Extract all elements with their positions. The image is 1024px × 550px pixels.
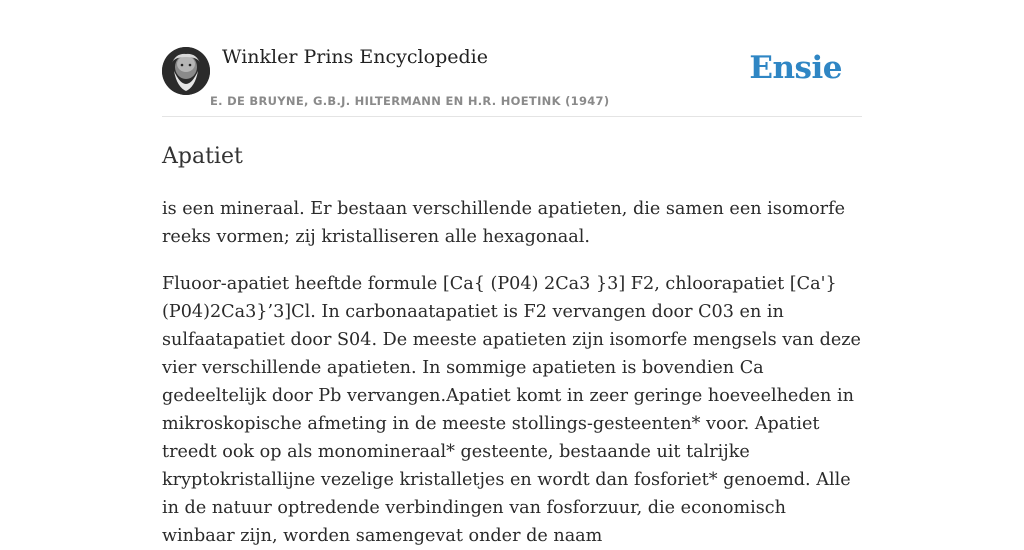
source-title[interactable]: Winkler Prins Encyclopedie — [222, 46, 488, 68]
paragraph: Fluoor-apatiet heeftde formule [Ca{ (P04) 2Ca3 }3] F2, chloorapatiet [Ca'} (P04)2Ca3}’3]Cl. In carbonaatapatiet is F2 vervangen door C03 en in sulfaatapatiet door S04. De meeste apatieten zijn isomorfe mengsels van deze vier verschillende apatieten. In sommige apatieten is bovendien Ca gedeeltelijk door Pb vervangen.Apatiet komt in zeer geringe hoeveelheden in mikroskopische afmeting in de meeste stollings-gesteenten* voor. Apatiet treedt ook op als monomineraal* gesteente, bestaande uit talrijke kryptokristallijne vezelige kristalletjes en wordt dan fosforiet* genoemd. Alle in de natuur optredende verbindingen van fosforzuur, die economisch winbaar zijn, worden samengevat onder de naam — [162, 274, 861, 546]
page — [162, 0, 862, 550]
paragraph: is een mineraal. Er bestaan verschillende apatieten, die samen een isomorfe reeks vormen; zij kristalliseren alle hexagonaal. — [162, 199, 846, 247]
entry-title: Apatiet — [162, 144, 243, 169]
brand-logo[interactable]: Ensie — [749, 50, 842, 86]
header — [162, 0, 862, 117]
avatar[interactable] — [162, 47, 210, 95]
author-portrait-icon — [162, 47, 210, 95]
authors-line: E. DE BRUYNE, G.B.J. HILTERMANN EN H.R. HOETINK (1947) — [210, 94, 610, 108]
